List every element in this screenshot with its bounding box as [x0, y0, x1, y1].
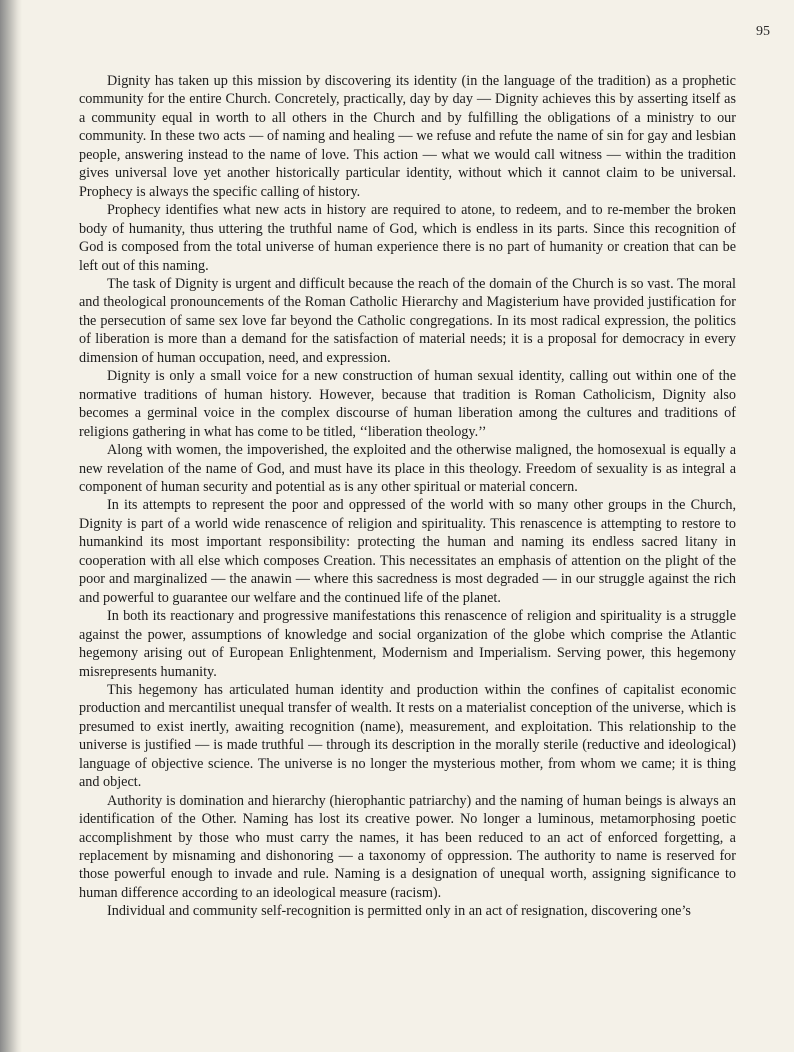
paragraph-10: Individual and community self-recognition is permitted only in an act of resignation, discovering one’s [107, 903, 691, 920]
paragraph-5: Along with women, the impoverished, the exploited and the otherwise maligned, the homosexual is equally a new revelation of the name of God, and must have its place in this theology. Freedom of sexuality is as integral a component of human security and potential as is any other spiritual or material concern. [79, 442, 736, 495]
paragraph-9: Authority is domination and hierarchy (hierophantic patriarchy) and the naming of human beings is always an identification of the Other. Naming has lost its creative power. No longer a luminous, metamorphosing poetic accomplishment by those who must carry the names, it has been reduced to an act of enforced forgetting, a replacement by misnaming and dishonoring — a taxonomy of oppression. The authority to name is reserved for those powerful enough to invade and rule. Naming is a designation of unequal worth, assigning significance to human difference according to an ideological measure (racism). [79, 792, 736, 901]
body-text [79, 72, 736, 921]
paragraph-6: In its attempts to represent the poor and oppressed of the world with so many other groups in the Church, Dignity is part of a world wide renascence of religion and spirituality. This renascence is attempting to restore to humankind its most important responsibility: protecting the human and naming its endless sacred litany in cooperation with all else which composes Creation. This necessitates an emphasis of attention on the plight of the poor and marginalized — the anawin — where this sacredness is most degraded — in our struggle against the rich and powerful to guarantee our welfare and the continued life of the planet. [79, 497, 736, 606]
book-gutter-shadow [0, 0, 22, 1052]
paragraph-4: Dignity is only a small voice for a new construction of human sexual identity, calling out within one of the normative traditions of human history. However, because that tradition is Roman Catholicism, Dignity also becomes a germinal voice in the complex discourse of human liberation among the cultures and traditions of religions gathering in what has come to be titled, ‘‘liberation theology.’’ [79, 368, 736, 440]
paragraph-8: This hegemony has articulated human identity and production within the confines of capitalist economic production and mercantilist unequal transfer of wealth. It rests on a materialist conception of the universe, which is presumed to exist inertly, awaiting recognition (name), measurement, and exploitation. This relationship to the universe is justified — is made truthful — through its description in the morally sterile (reductive and ideological) language of objective science. The universe is no longer the mysterious mother, from whom we came; it is thing and object. [79, 681, 736, 791]
paragraph-3: The task of Dignity is urgent and difficult because the reach of the domain of the Church is so vast. The moral and theological pronouncements of the Roman Catholic Hierarchy and Magisterium have provided justification for the persecution of same sex love far beyond the Catholic congregations. In its most radical expression, the politics of liberation is more than a demand for the satisfaction of material needs; it is a proposal for democracy in every dimension of human occupation, need, and expression. [79, 275, 736, 366]
page-number: 95 [756, 24, 770, 39]
paragraph-2: Prophecy identifies what new acts in history are required to atone, to redeem, and to re-member the broken body of humanity, thus uttering the truthful name of God, which is endless in its parts. Since this recognition of God is composed from the total universe of human experience there is no part of humanity or creation that can be left out of this naming. [79, 202, 736, 274]
paragraph-7: In both its reactionary and progressive manifestations this renascence of religion and spirituality is a struggle against the power, assumptions of knowledge and social organization of the globe which comprise the Atlantic hegemony arising out of European Enlightenment, Modernism and Imperialism. Serving power, this hegemony misrepresents humanity. [79, 608, 736, 680]
paragraph-1: Dignity has taken up this mission by discovering its identity (in the language of the tradition) as a prophetic community for the entire Church. Concretely, practically, day by day — Dignity achieves this by asserting itself as a community equal in worth to all others in the Church and by fulfilling the obligations of a ministry to our community. In these two acts — of naming and healing — we refuse and refute the name of sin for gay and lesbian people, answering instead to the name of love. This action — what we would call witness — within the tradition gives universal love yet another historically particular identity, without which it cannot claim to be universal. Prophecy is always the specific calling of history. [79, 73, 736, 200]
